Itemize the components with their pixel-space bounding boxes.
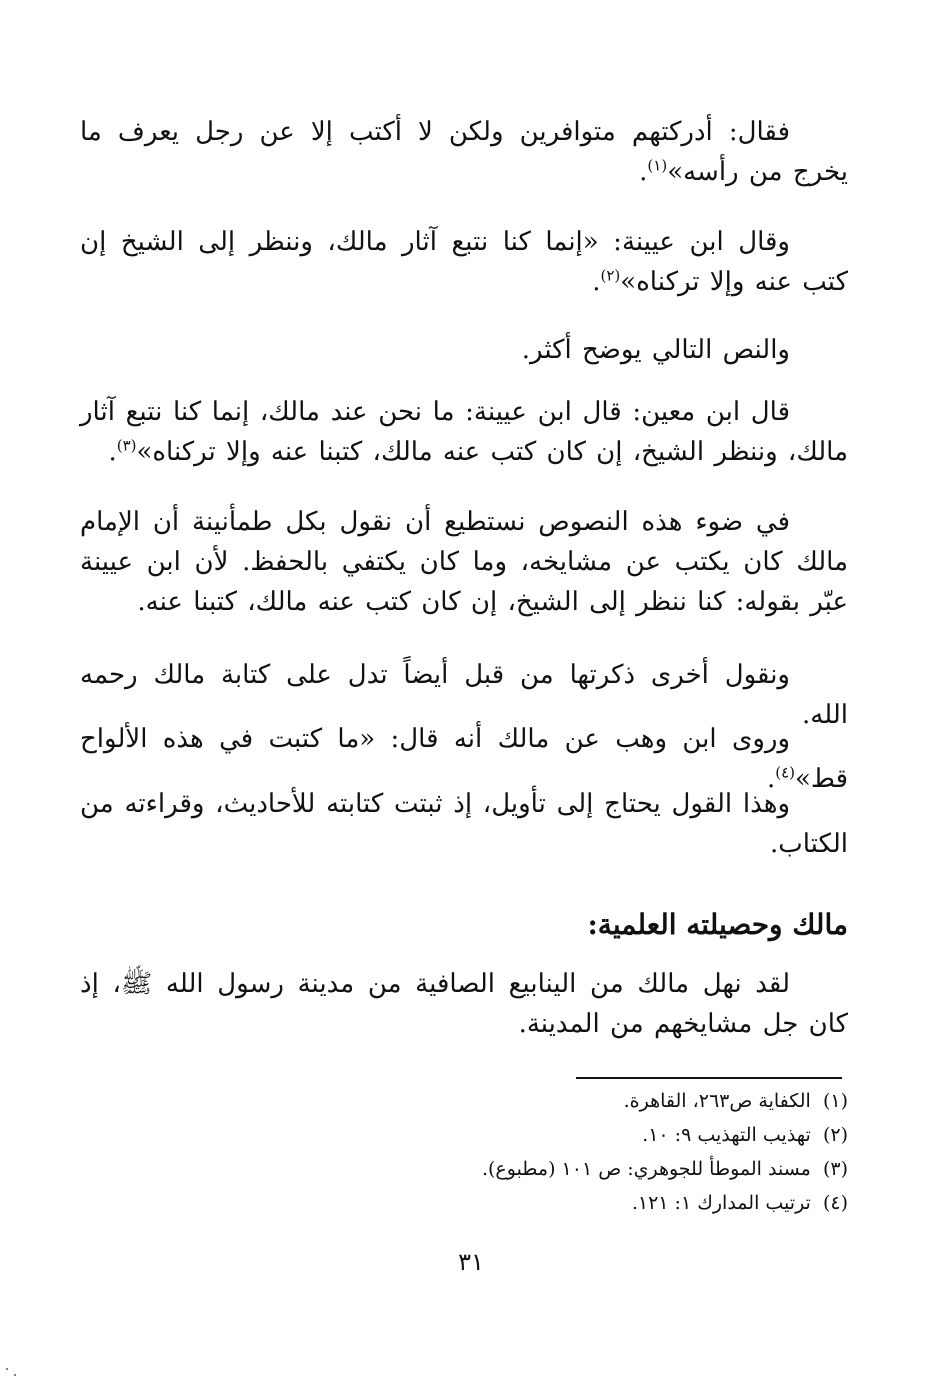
paragraph-2-text: وقال ابن عيينة: «إنما كنا نتبع آثار مالك، وننظر إلى الشيخ إن كتب عنه وإلا تركناه» [80,227,848,297]
paragraph-9-text: لقد نهل مالك من الينابيع الصافية من مدينة رسول الله ﷺ، إذ كان جل مشايخهم من المدينة. [80,969,848,1039]
paragraph-7-text: وروى ابن وهب عن مالك أنه قال: «ما كتبت في هذه الألواح قط» [80,724,848,794]
paragraph-4-text: قال ابن معين: قال ابن عيينة: ما نحن عند مالك، إنما كنا نتبع آثار مالك، وننظر الشيخ، إن كان كتب عنه مالك، كتبنا عنه وإلا تركناه» [80,397,848,467]
footnote-ref-2: (٢) [600,266,621,285]
scan-speck [14,1374,16,1376]
paragraph-4 [80,392,848,472]
footnote-ref-4: (٤) [775,763,795,782]
footnote-ref-3: (٣) [116,436,137,455]
paragraph-1 [80,112,848,192]
paragraph-2-end: . [592,267,601,297]
paragraph-5-text: في ضوء هذه النصوص نستطيع أن نقول بكل طمأنينة أن الإمام مالك كان يكتب عن مشايخه، وما كان يكتفي بالحفظ. لأن ابن عيينة عبّر بقوله: كنا ننظر إلى الشيخ، إن كان كتب عنه مالك، كتبنا عنه. [80,507,848,617]
paragraph-8 [80,784,848,864]
paragraph-6-text: ونقول أخرى ذكرتها من قبل أيضاً تدل على كتابة مالك رحمه الله. [80,660,848,730]
footnote-number: (١) [822,1090,848,1112]
page-number: ٣١ [458,1248,484,1276]
paragraph-4-end: . [108,437,117,467]
paragraph-2 [80,222,848,302]
paragraph-9 [80,964,848,1044]
footnote-ref-1: (١) [647,156,668,175]
paragraph-8-text: وهذا القول يحتاج إلى تأويل، إذ ثبتت كتابته للأحاديث، وقراءته من الكتاب. [80,789,848,859]
footnote-1 [624,1090,848,1112]
footnote-text: ترتيب المدارك ١: ١٢١. [631,1192,811,1214]
section-heading: مالك وحصيلته العلمية: [587,908,848,941]
paragraph-3-text: والنص التالي يوضح أكثر. [521,335,790,365]
footnote-3 [482,1158,848,1180]
footnote-number: (٣) [822,1158,848,1180]
paragraph-1-text: فقال: أدركتهم متوافرين ولكن لا أكتب إلا عن رجل يعرف ما يخرج من رأسه» [80,117,848,187]
paragraph-1-end: . [639,157,648,187]
footnote-number: (٤) [822,1192,848,1214]
footnote-number: (٢) [822,1124,848,1146]
footnote-text: مسند الموطأ للجوهري: ص ١٠١ (مطبوع). [481,1158,811,1180]
footnote-text: تهذيب التهذيب ٩: ١٠. [642,1124,811,1146]
paragraph-7-end: . [766,764,776,794]
scan-speck [6,1368,8,1370]
paragraph-3 [80,330,848,370]
footnote-4 [632,1192,848,1214]
footnote-2 [642,1124,848,1146]
footnote-text: الكفاية ص٢٦٣، القاهرة. [623,1090,811,1112]
paragraph-5 [80,502,848,622]
footnote-separator [576,1077,842,1079]
